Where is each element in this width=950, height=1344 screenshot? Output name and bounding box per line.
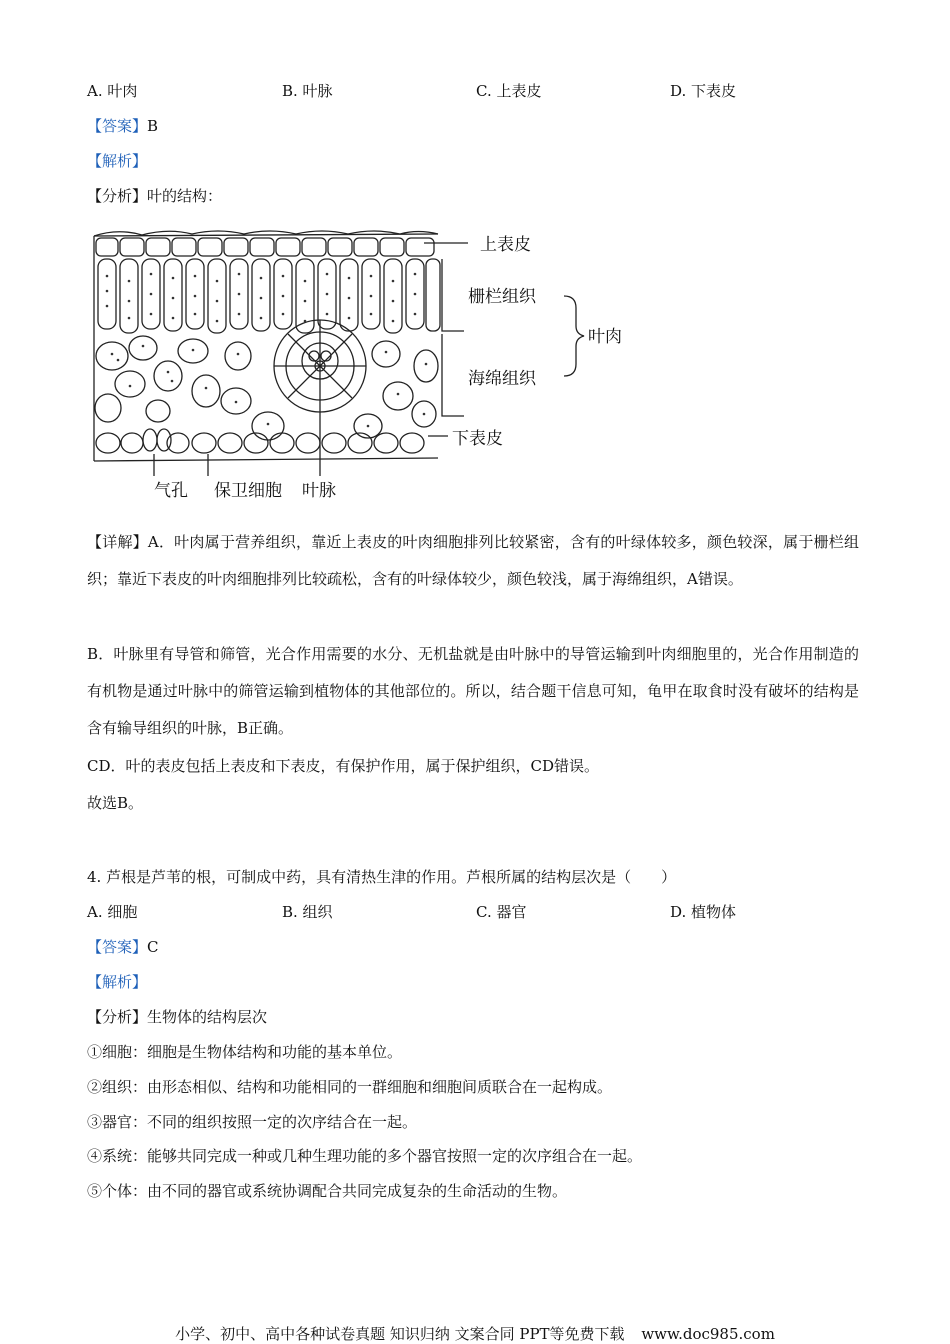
q3-fenxi-line — [87, 186, 222, 206]
q3-detail-b: B．叶脉里有导管和筛管，光合作用需要的水分、无机盐就是由叶脉中的导管运输到叶肉细胞里的，光合作用制造的有机物是通过叶脉中的筛管运输到植物体的其他部位的。所以，结合题干信息可知，龟甲在取食时没有破坏的结构是含有输导组织的叶脉，B正确。 — [87, 645, 859, 737]
q4-question: 4. 芦根是芦苇的根，可制成中药，具有清热生津的作用。芦根所属的结构层次是（ ） — [87, 868, 677, 886]
q4-point-cell: ①细胞：细胞是生物体结构和功能的基本单位。 — [87, 1043, 403, 1061]
answer-tag: 【答案】 — [87, 938, 148, 956]
detail-tag: 【详解】 — [87, 533, 148, 551]
page-footer — [0, 1325, 950, 1343]
q4-option-d: D. 植物体 — [670, 903, 737, 921]
footer-link[interactable]: www.doc985.com — [641, 1325, 775, 1343]
fenxi-text: 叶的结构： — [147, 187, 223, 205]
q3-answer-line — [87, 116, 158, 136]
label-stoma: 气孔 — [154, 481, 188, 500]
q3-option-d: D. 下表皮 — [670, 82, 737, 100]
label-lower-epidermis: 下表皮 — [452, 429, 503, 448]
fenxi-tag: 【分析】 — [87, 187, 148, 205]
q3-conclusion: 故选B。 — [87, 794, 144, 812]
q4-answer-line — [87, 937, 159, 957]
label-upper-epidermis: 上表皮 — [480, 235, 531, 254]
label-palisade: 栅栏组织 — [468, 287, 536, 306]
q3-detail-a — [87, 524, 859, 598]
analysis-tag: 【解析】 — [87, 973, 148, 991]
q4-fenxi-line — [87, 1007, 267, 1027]
leaf-structure-diagram — [88, 226, 622, 508]
q4-analysis-line — [87, 972, 147, 992]
q4-point-organ: ③器官：不同的组织按照一定的次序结合在一起。 — [87, 1113, 418, 1131]
answer-value: C — [147, 938, 159, 956]
analysis-tag: 【解析】 — [87, 152, 148, 170]
answer-tag: 【答案】 — [87, 117, 148, 135]
q3-option-b: B. 叶脉 — [282, 82, 333, 100]
q4-option-a: A. 细胞 — [87, 903, 138, 921]
q3-detail-cd: CD．叶的表皮包括上表皮和下表皮，有保护作用，属于保护组织，CD错误。 — [87, 757, 600, 775]
label-mesophyll: 叶肉 — [588, 327, 622, 346]
q4-option-c: C. 器官 — [476, 903, 527, 921]
fenxi-tag: 【分析】 — [87, 1008, 148, 1026]
q4-option-b: B. 组织 — [282, 903, 333, 921]
label-vein: 叶脉 — [302, 481, 336, 500]
q3-analysis-line — [87, 151, 147, 171]
answer-value: B — [147, 117, 159, 135]
fenxi-text: 生物体的结构层次 — [147, 1008, 268, 1026]
footer-text: 小学、初中、高中各种试卷真题 知识归纳 文案合同 PPT等免费下载 — [175, 1325, 625, 1343]
q4-point-tissue: ②组织：由形态相似、结构和功能相同的一群细胞和细胞间质联合在一起构成。 — [87, 1078, 613, 1096]
q3-option-a: A. 叶肉 — [87, 82, 138, 100]
label-spongy: 海绵组织 — [468, 369, 536, 388]
q3-option-c: C. 上表皮 — [476, 82, 542, 100]
q4-point-system: ④系统：能够共同完成一种或几种生理功能的多个器官按照一定的次序组合在一起。 — [87, 1147, 643, 1165]
label-guard-cell: 保卫细胞 — [214, 481, 282, 500]
q4-point-individual: ⑤个体：由不同的器官或系统协调配合共同完成复杂的生命活动的生物。 — [87, 1182, 568, 1200]
detail-a-text: A．叶肉属于营养组织，靠近上表皮的叶肉细胞排列比较紧密，含有的叶绿体较多，颜色较深，属于栅栏组织；靠近下表皮的叶肉细胞排列比较疏松，含有的叶绿体较少，颜色较浅，属于海绵组织，A错误。 — [87, 533, 859, 588]
